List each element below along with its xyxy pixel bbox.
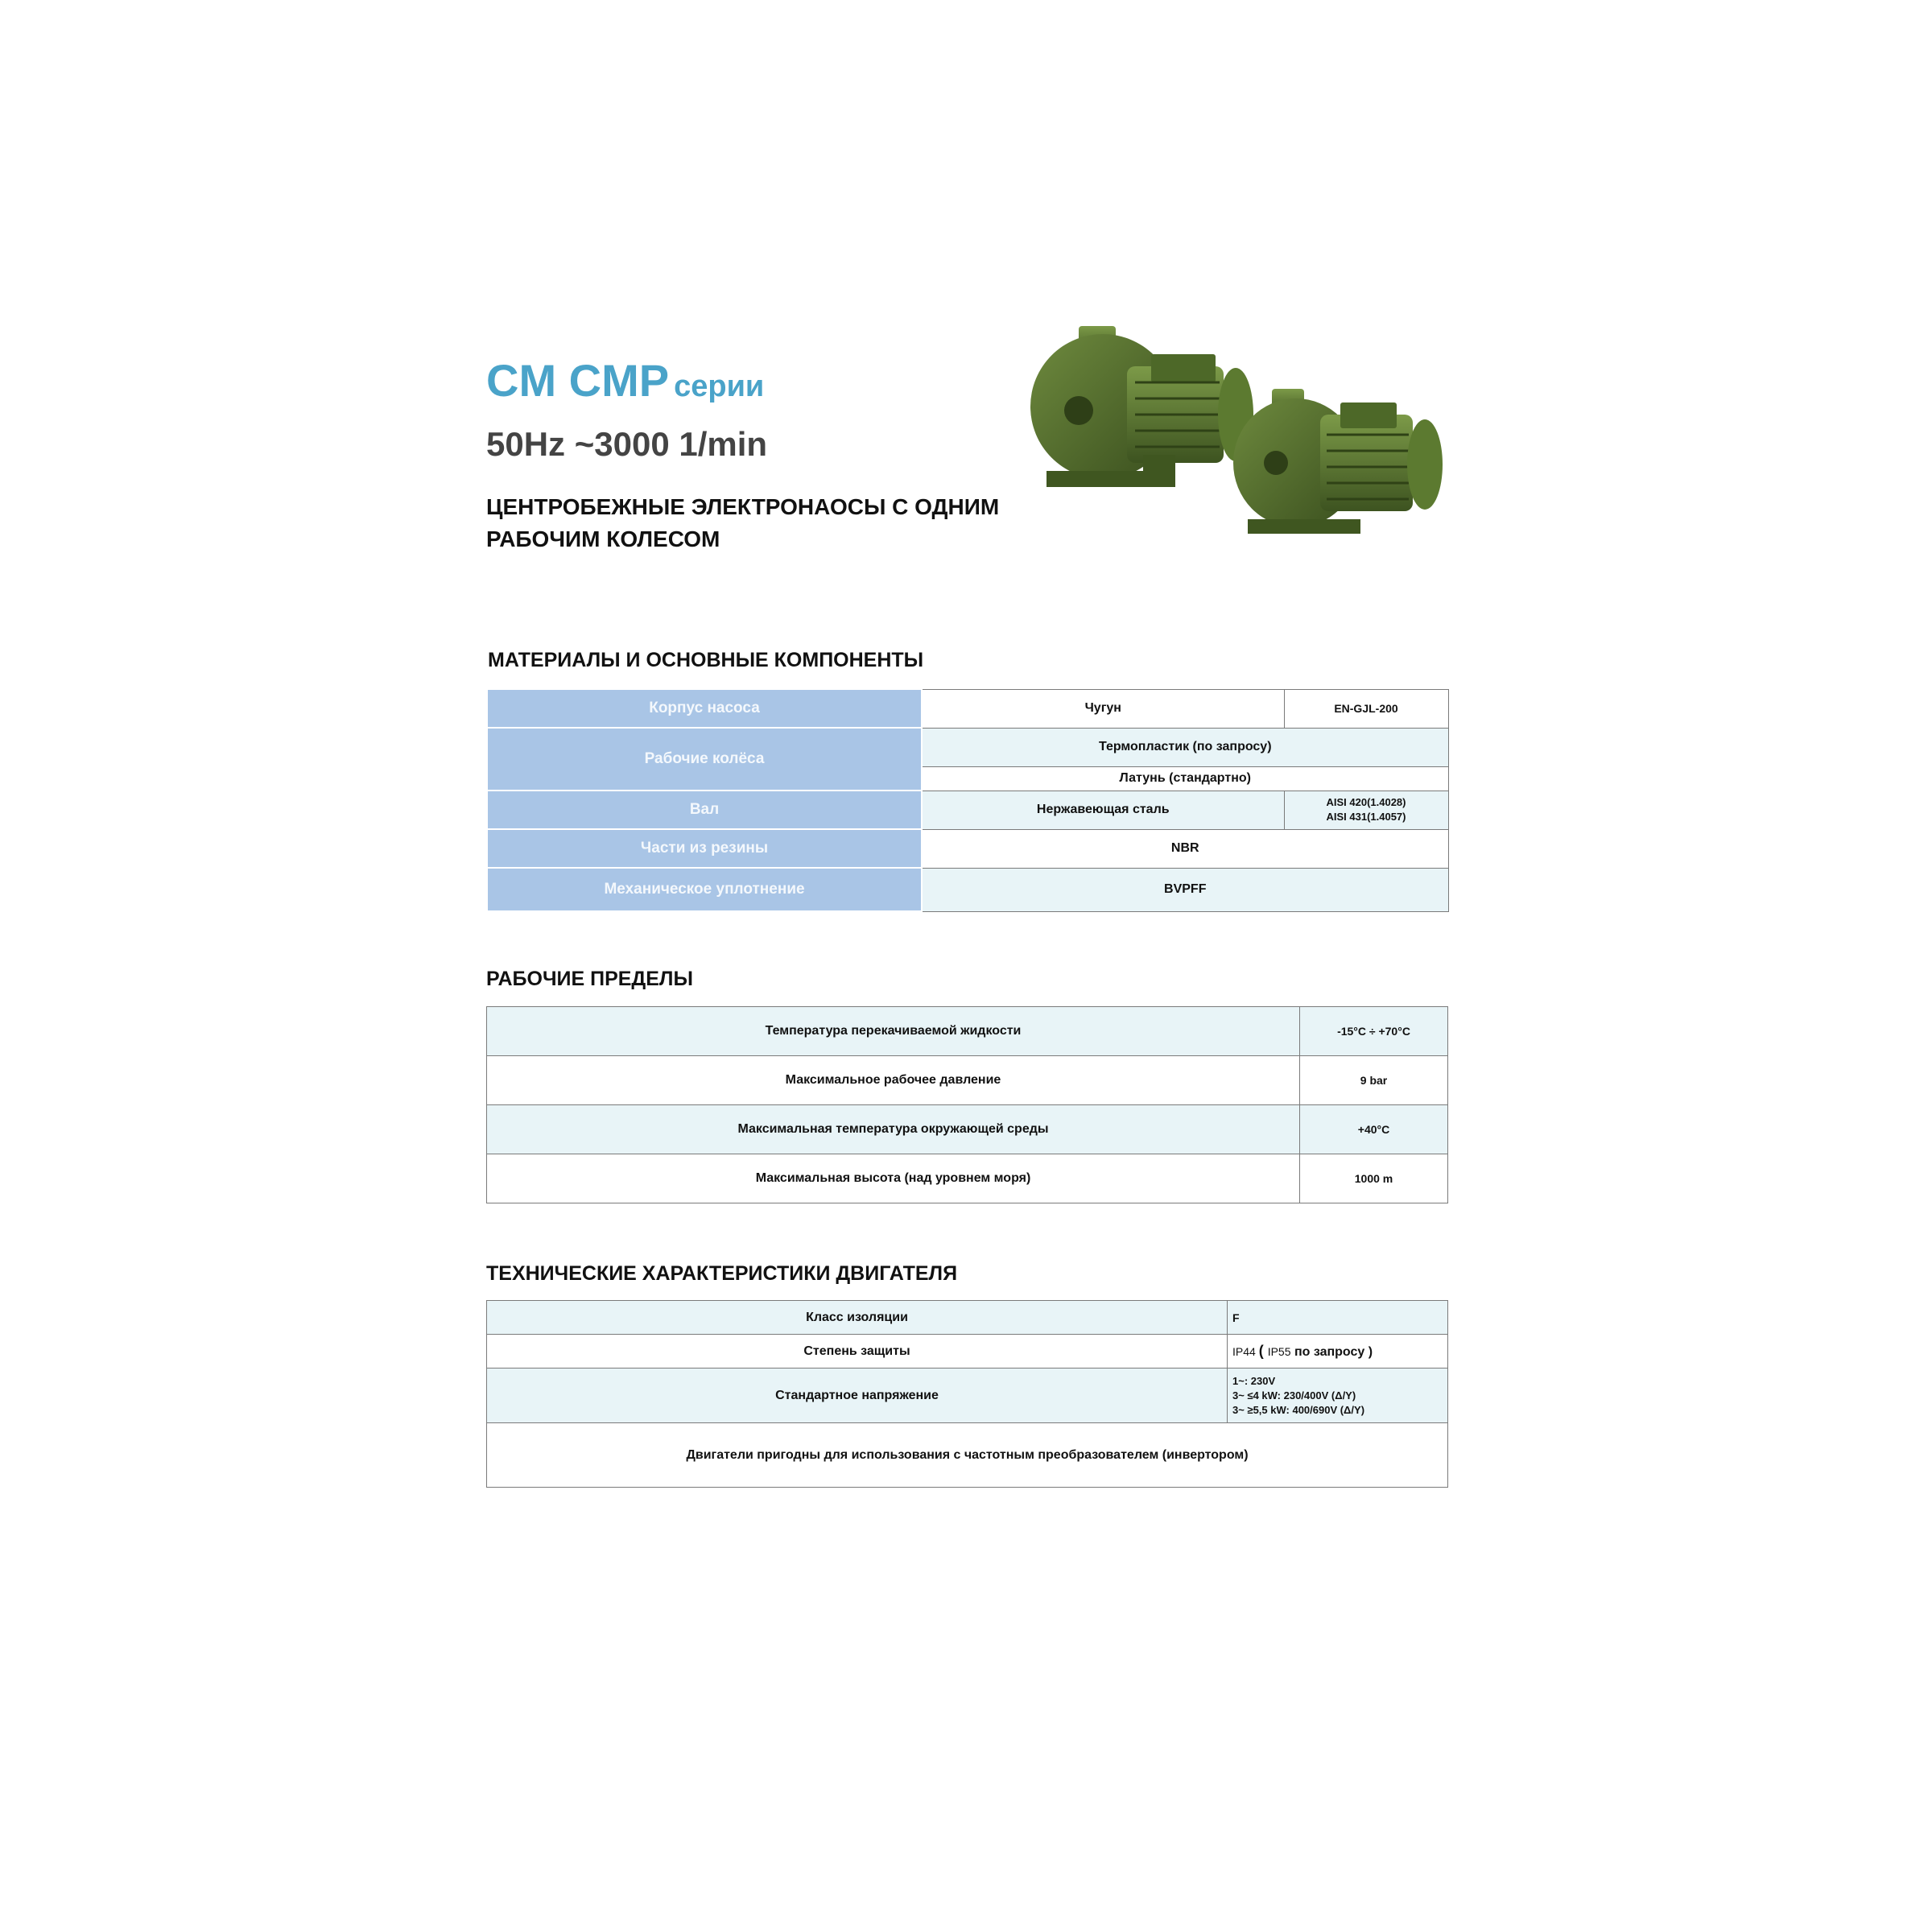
table-row xyxy=(487,1423,1448,1488)
pump-left xyxy=(1030,326,1253,487)
spec-cell: EN-GJL-200 xyxy=(1284,689,1448,728)
limit-value: 9 bar xyxy=(1300,1056,1448,1105)
series-suffix: серии xyxy=(674,369,765,403)
table-row xyxy=(487,868,1448,911)
table-row xyxy=(487,1105,1448,1154)
row-label: Рабочие колёса xyxy=(487,728,922,791)
motor-label: Класс изоляции xyxy=(487,1301,1228,1335)
material-cell: BVPFF xyxy=(922,868,1448,911)
table-row xyxy=(487,1301,1448,1335)
material-cell: NBR xyxy=(922,829,1448,868)
motor-title: ТЕХНИЧЕСКИЕ ХАРАКТЕРИСТИКИ ДВИГАТЕЛЯ xyxy=(486,1262,958,1285)
spec-cell xyxy=(1284,791,1448,829)
limits-title: РАБОЧИЕ ПРЕДЕЛЫ xyxy=(486,968,693,990)
motor-value xyxy=(1228,1368,1448,1423)
frequency-line: 50Hz ~3000 1/min xyxy=(486,425,768,463)
series-main: CM CMP xyxy=(486,355,670,406)
table-row xyxy=(487,829,1448,868)
limits-table xyxy=(486,1006,1448,1203)
table-row xyxy=(487,1007,1448,1056)
ip-paren: ( xyxy=(1258,1343,1268,1359)
limit-value: +40°C xyxy=(1300,1105,1448,1154)
subtitle: ЦЕНТРОБЕЖНЫЕ ЭЛЕКТРОНАОСЫ С ОДНИМ РАБОЧИМ КОЛЕСОМ xyxy=(486,494,1000,551)
table-row xyxy=(487,689,1448,728)
motor-label: Стандартное напряжение xyxy=(487,1368,1228,1423)
table-row xyxy=(487,1154,1448,1203)
spec-line: AISI 420(1.4028) xyxy=(1326,796,1406,808)
motor-value: F xyxy=(1228,1301,1448,1335)
limit-label: Максимальная температура окружающей среды xyxy=(487,1105,1300,1154)
pump-product-image xyxy=(1030,318,1465,584)
limit-label: Температура перекачиваемой жидкости xyxy=(487,1007,1300,1056)
voltage-line: 3~ ≤4 kW: 230/400V (Δ/Y) xyxy=(1232,1389,1356,1402)
limit-value: 1000 m xyxy=(1300,1154,1448,1203)
material-cell: Нержавеющая сталь xyxy=(922,791,1284,829)
materials-table xyxy=(486,688,1449,912)
table-row xyxy=(487,1368,1448,1423)
row-label: Механическое уплотнение xyxy=(487,868,922,911)
row-label: Части из резины xyxy=(487,829,922,868)
row-label: Корпус насоса xyxy=(487,689,922,728)
motor-value xyxy=(1228,1335,1448,1368)
table-row xyxy=(487,791,1448,829)
motor-table xyxy=(486,1300,1448,1488)
limit-label: Максимальная высота (над уровнем моря) xyxy=(487,1154,1300,1203)
spec-line: AISI 431(1.4057) xyxy=(1326,811,1406,823)
pump-right xyxy=(1233,389,1443,534)
ip-standard: IP44 xyxy=(1232,1345,1256,1358)
ip-optional: IP55 xyxy=(1267,1345,1291,1358)
limit-label: Максимальное рабочее давление xyxy=(487,1056,1300,1105)
material-cell: Термопластик (по запросу) xyxy=(922,728,1448,766)
material-cell: Чугун xyxy=(922,689,1284,728)
table-row xyxy=(487,1056,1448,1105)
inverter-note: Двигатели пригодны для использования с частотным преобразователем (инвертором) xyxy=(487,1423,1448,1488)
table-row xyxy=(487,1335,1448,1368)
voltage-line: 1~: 230V xyxy=(1232,1374,1276,1387)
row-label: Вал xyxy=(487,791,922,829)
series-title xyxy=(486,354,764,407)
motor-label: Степень защиты xyxy=(487,1335,1228,1368)
voltage-line: 3~ ≥5,5 kW: 400/690V (Δ/Y) xyxy=(1232,1403,1365,1416)
table-row xyxy=(487,728,1448,766)
material-cell: Латунь (стандартно) xyxy=(922,766,1448,791)
limit-value: -15°C ÷ +70°C xyxy=(1300,1007,1448,1056)
ip-on-request: по запросу ) xyxy=(1290,1345,1373,1359)
materials-title: МАТЕРИАЛЫ И ОСНОВНЫЕ КОМПОНЕНТЫ xyxy=(488,649,924,671)
